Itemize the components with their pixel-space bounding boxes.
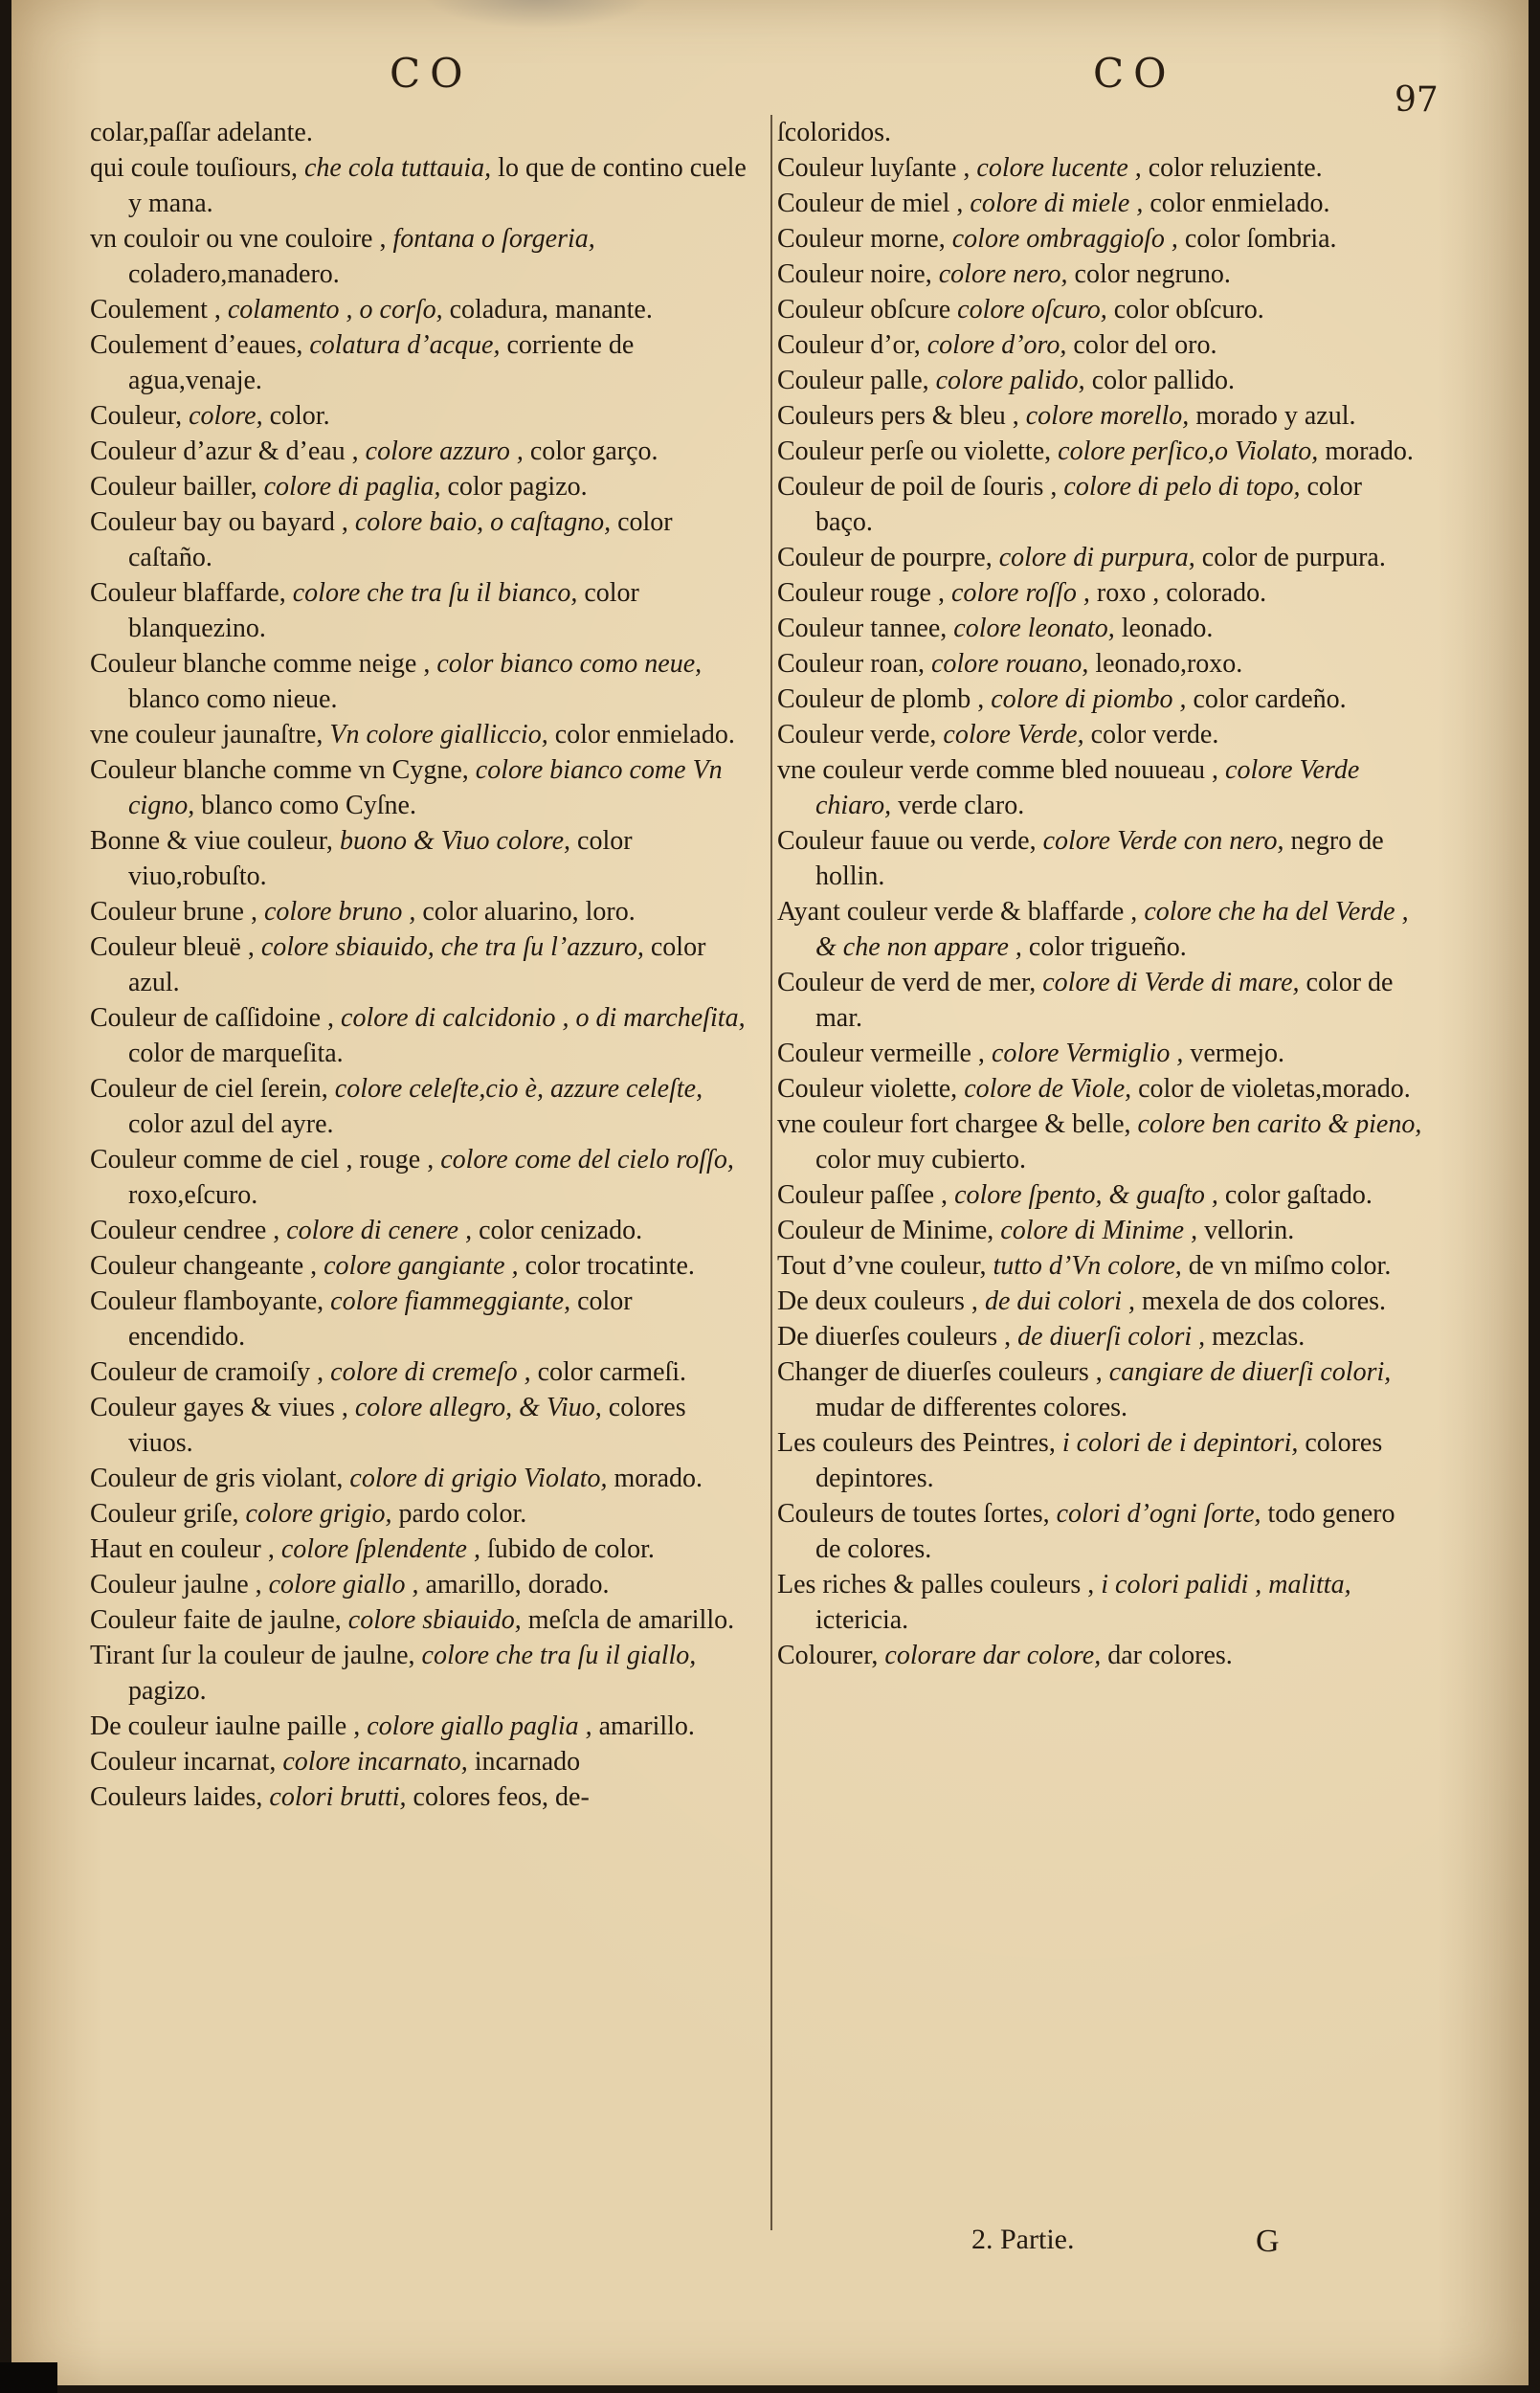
dictionary-entry bbox=[777, 540, 1423, 575]
dictionary-entry bbox=[777, 1496, 1423, 1567]
italian-term: colore morello, bbox=[1025, 401, 1190, 431]
italian-term: Vn colore gialliccio, bbox=[329, 720, 548, 749]
spanish-term: color azul. bbox=[128, 932, 706, 997]
italian-term: de dui colori , bbox=[984, 1286, 1136, 1316]
spanish-term: ictericia. bbox=[815, 1605, 909, 1635]
italian-term: tutto d’Vn colore, bbox=[993, 1251, 1182, 1281]
french-term: colar,paſſar adelante. bbox=[90, 118, 313, 147]
spanish-term: color enmielado. bbox=[554, 720, 735, 749]
dictionary-entry bbox=[777, 575, 1423, 611]
dictionary-entry bbox=[777, 717, 1423, 752]
dictionary-entry bbox=[90, 327, 750, 398]
italian-term: colore nero, bbox=[938, 259, 1068, 289]
spanish-term: mezclas. bbox=[1212, 1322, 1306, 1352]
spanish-term: color enmielado. bbox=[1149, 189, 1330, 218]
dictionary-entry bbox=[90, 1779, 750, 1815]
dictionary-entry bbox=[90, 1638, 750, 1709]
french-term: vne couleur verde comme bled nouueau , bbox=[777, 755, 1219, 785]
dictionary-entry bbox=[90, 434, 750, 469]
spanish-term: color obſcuro. bbox=[1113, 295, 1264, 324]
italian-term: colore bianco come Vn cigno, bbox=[128, 755, 723, 820]
spanish-term: ſubido de color. bbox=[486, 1534, 655, 1564]
spanish-term: color caſtaño. bbox=[128, 507, 673, 572]
italian-term: colore palido, bbox=[935, 366, 1085, 395]
dictionary-entry bbox=[90, 1709, 750, 1744]
dictionary-entry bbox=[777, 186, 1423, 221]
french-term: Couleur changeante , bbox=[90, 1251, 318, 1281]
dictionary-entry bbox=[90, 823, 750, 894]
french-term: Couleur blanche comme vn Cygne, bbox=[90, 755, 469, 785]
dictionary-entry bbox=[777, 327, 1423, 363]
french-term: Couleur violette, bbox=[777, 1074, 958, 1104]
french-term: Haut en couleur , bbox=[90, 1534, 275, 1564]
spanish-term: color de purpura. bbox=[1201, 543, 1386, 572]
dictionary-entry bbox=[777, 1177, 1423, 1213]
italian-term: colore oſcuro, bbox=[957, 295, 1107, 324]
dictionary-entry bbox=[777, 292, 1423, 327]
spanish-term: color baço. bbox=[815, 472, 1362, 537]
dictionary-entry bbox=[777, 1319, 1423, 1354]
french-term: Couleur de Minime, bbox=[777, 1216, 994, 1245]
italian-term: colore Verde chiaro, bbox=[815, 755, 1360, 820]
italian-term: colore ombraggioſo , bbox=[951, 224, 1178, 254]
italian-term: i colori palidi , malitta, bbox=[1101, 1570, 1351, 1599]
page-stain bbox=[423, 0, 653, 29]
french-term: Couleur bleuë , bbox=[90, 932, 255, 962]
italian-term: colore rouano, bbox=[930, 649, 1089, 679]
spanish-term: roxo,eſcuro. bbox=[128, 1180, 258, 1210]
spanish-term: morado. bbox=[614, 1464, 703, 1493]
italian-term: colore di cremeſo , bbox=[330, 1357, 531, 1387]
italian-term: colori brutti, bbox=[269, 1782, 407, 1812]
left-column bbox=[90, 115, 750, 1815]
italian-term: colore Verde, bbox=[943, 720, 1084, 749]
dictionary-entry bbox=[90, 1213, 750, 1248]
italian-term: colore ſpento, & guaſto , bbox=[954, 1180, 1218, 1210]
french-term: Couleur comme de ciel , rouge , bbox=[90, 1145, 435, 1174]
dictionary-entry bbox=[90, 1248, 750, 1284]
french-term: ſcoloridos. bbox=[777, 118, 891, 147]
spanish-term: leonado,roxo. bbox=[1095, 649, 1243, 679]
italian-term: colore Vermiglio , bbox=[991, 1039, 1184, 1068]
spanish-term: coladura, manante. bbox=[449, 295, 653, 324]
french-term: Couleur bailler, bbox=[90, 472, 257, 502]
dictionary-entry bbox=[777, 1638, 1423, 1673]
spanish-term: morado y azul. bbox=[1195, 401, 1356, 431]
dictionary-entry bbox=[90, 646, 750, 717]
dictionary-entry bbox=[90, 575, 750, 646]
dictionary-entry bbox=[90, 1496, 750, 1532]
italian-term: colamento , o corſo, bbox=[227, 295, 443, 324]
french-term: Couleurs pers & bleu , bbox=[777, 401, 1019, 431]
italian-term: colore giallo , bbox=[268, 1570, 419, 1599]
italian-term: color bianco como neue, bbox=[436, 649, 703, 679]
spanish-term: color ſombria. bbox=[1184, 224, 1337, 254]
dictionary-entry bbox=[777, 894, 1423, 965]
french-term: Couleur de pourpre, bbox=[777, 543, 993, 572]
italian-term: colatura d’acque, bbox=[309, 330, 501, 360]
french-term: Couleur d’or, bbox=[777, 330, 921, 360]
italian-term: buono & Viuo colore, bbox=[339, 826, 571, 856]
french-term: Couleur morne, bbox=[777, 224, 946, 254]
french-term: De couleur iaulne paille , bbox=[90, 1711, 361, 1741]
italian-term: colore di calcidonio , o di marcheſita, bbox=[341, 1003, 746, 1033]
spanish-term: colores depintores. bbox=[815, 1428, 1383, 1493]
french-term: De diuerſes couleurs , bbox=[777, 1322, 1012, 1352]
spanish-term: pardo color. bbox=[398, 1499, 527, 1529]
french-term: vne couleur jaunaſtre, bbox=[90, 720, 324, 749]
french-term: Couleur de miel , bbox=[777, 189, 964, 218]
italian-term: colore sbiauido, che tra ſu l’azzuro, bbox=[260, 932, 644, 962]
spanish-term: color de violetas,morado. bbox=[1138, 1074, 1411, 1104]
french-term: Couleur de verd de mer, bbox=[777, 968, 1037, 997]
french-term: Couleur vermeille , bbox=[777, 1039, 985, 1068]
spanish-term: color trocatinte. bbox=[524, 1251, 695, 1281]
dictionary-entry bbox=[777, 1213, 1423, 1248]
italian-term: de diuerſi colori , bbox=[1017, 1322, 1206, 1352]
italian-term: colore che tra ſu il bianco, bbox=[292, 578, 578, 608]
italian-term: colore lucente , bbox=[976, 153, 1142, 183]
spanish-term: color de mar. bbox=[815, 968, 1394, 1033]
signature-letter: G bbox=[1256, 2224, 1280, 2259]
french-term: Couleur paſſee , bbox=[777, 1180, 949, 1210]
spanish-term: color negruno. bbox=[1074, 259, 1231, 289]
french-term: Couleur de ciel ſerein, bbox=[90, 1074, 328, 1104]
dictionary-entry bbox=[777, 115, 1423, 150]
french-term: Couleur noire, bbox=[777, 259, 932, 289]
spanish-term: pagizo. bbox=[128, 1676, 207, 1706]
french-term: Tout d’vne couleur, bbox=[777, 1251, 987, 1281]
dictionary-entry bbox=[777, 1425, 1423, 1496]
spanish-term: coladero,manadero. bbox=[128, 259, 340, 289]
italian-term: colore come del cielo roſſo, bbox=[440, 1145, 734, 1174]
spanish-term: dar colores. bbox=[1107, 1641, 1233, 1670]
french-term: Couleur blaffarde, bbox=[90, 578, 286, 608]
dictionary-entry bbox=[777, 823, 1423, 894]
french-term: Couleur d’azur & d’eau , bbox=[90, 436, 359, 466]
italian-term: colore fiammeggiante, bbox=[330, 1286, 571, 1316]
running-head-right: CO bbox=[1093, 50, 1176, 97]
dictionary-entry bbox=[90, 1461, 750, 1496]
italian-term: colore celeſte,cio è, azzure celeſte, bbox=[334, 1074, 703, 1104]
dictionary-entry bbox=[777, 398, 1423, 434]
french-term: De deux couleurs , bbox=[777, 1286, 978, 1316]
french-term: vne couleur fort chargee & belle, bbox=[777, 1109, 1131, 1139]
spanish-term: color gaſtado. bbox=[1224, 1180, 1373, 1210]
dictionary-entry bbox=[777, 434, 1423, 469]
spanish-term: blanco como Cyſne. bbox=[201, 791, 416, 820]
french-term: Couleur de caſſidoine , bbox=[90, 1003, 335, 1033]
dictionary-entry bbox=[90, 752, 750, 823]
italian-term: i colori de i depintori, bbox=[1061, 1428, 1299, 1458]
italian-term: colore di paglia, bbox=[263, 472, 441, 502]
french-term: Couleur rouge , bbox=[777, 578, 945, 608]
italian-term: colore di piombo , bbox=[991, 684, 1187, 714]
italian-term: colore ſplendente , bbox=[280, 1534, 480, 1564]
italian-term: colore di grigio Violato, bbox=[349, 1464, 608, 1493]
french-term: Couleur luyſante , bbox=[777, 153, 971, 183]
italian-term: colore di pelo di topo, bbox=[1063, 472, 1301, 502]
french-term: Tirant ſur la couleur de jaulne, bbox=[90, 1641, 415, 1670]
dictionary-entry bbox=[90, 221, 750, 292]
french-term: Les couleurs des Peintres, bbox=[777, 1428, 1056, 1458]
signature-mark: 2. Partie. bbox=[971, 2224, 1075, 2255]
spanish-term: color. bbox=[269, 401, 330, 431]
french-term: Couleur de poil de ſouris , bbox=[777, 472, 1058, 502]
french-term: Colourer, bbox=[777, 1641, 879, 1670]
french-term: Couleur incarnat, bbox=[90, 1747, 277, 1777]
french-term: Couleur jaulne , bbox=[90, 1570, 262, 1599]
dictionary-entry bbox=[90, 929, 750, 1000]
dictionary-entry bbox=[777, 221, 1423, 257]
dictionary-entry bbox=[90, 115, 750, 150]
french-term: Couleur gayes & viues , bbox=[90, 1393, 348, 1422]
spanish-term: roxo , colorado. bbox=[1096, 578, 1267, 608]
french-term: Couleur faite de jaulne, bbox=[90, 1605, 342, 1635]
french-term: Couleurs de toutes ſortes, bbox=[777, 1499, 1050, 1529]
french-term: Couleur tannee, bbox=[777, 614, 948, 643]
dictionary-entry bbox=[90, 717, 750, 752]
spanish-term: mudar de differentes colores. bbox=[815, 1393, 1128, 1422]
dictionary-entry bbox=[777, 1567, 1423, 1638]
spanish-term: incarnado bbox=[474, 1747, 581, 1777]
dictionary-entry bbox=[777, 611, 1423, 646]
french-term: Changer de diuerſes couleurs , bbox=[777, 1357, 1103, 1387]
dictionary-entry bbox=[777, 257, 1423, 292]
italian-term: colore baio, o caſtagno, bbox=[354, 507, 612, 537]
spanish-term: colores viuos. bbox=[128, 1393, 686, 1458]
french-term: Couleur brune , bbox=[90, 897, 257, 927]
french-term: Coulement d’eaues, bbox=[90, 330, 303, 360]
dictionary-entry bbox=[90, 398, 750, 434]
italian-term: colore d’oro, bbox=[926, 330, 1067, 360]
french-term: Couleur de cramoiſy , bbox=[90, 1357, 324, 1387]
italian-term: colore incarnato, bbox=[282, 1747, 468, 1777]
column-divider bbox=[770, 115, 772, 2230]
spanish-term: meſcla de amarillo. bbox=[527, 1605, 735, 1635]
italian-term: colore di Minime , bbox=[1000, 1216, 1198, 1245]
french-term: Couleurs laides, bbox=[90, 1782, 263, 1812]
italian-term: colore roſſo , bbox=[950, 578, 1090, 608]
dictionary-entry bbox=[90, 1602, 750, 1638]
dictionary-entry bbox=[777, 1354, 1423, 1425]
dictionary-entry bbox=[777, 682, 1423, 717]
spanish-term: todo genero de colores. bbox=[815, 1499, 1395, 1564]
french-term: Bonne & viue couleur, bbox=[90, 826, 333, 856]
dictionary-entry bbox=[777, 646, 1423, 682]
italian-term: che cola tuttauia, bbox=[303, 153, 492, 183]
spanish-term: amarillo, dorado. bbox=[425, 1570, 610, 1599]
italian-term: colore de Viole, bbox=[964, 1074, 1132, 1104]
dictionary-entry bbox=[90, 469, 750, 504]
book-page bbox=[11, 0, 1529, 2385]
dictionary-entry bbox=[90, 1567, 750, 1602]
dictionary-entry bbox=[777, 965, 1423, 1036]
spanish-term: blanco como nieue. bbox=[128, 684, 338, 714]
french-term: Couleur flamboyante, bbox=[90, 1286, 324, 1316]
dictionary-entry bbox=[777, 1284, 1423, 1319]
spanish-term: mexela de dos colores. bbox=[1142, 1286, 1387, 1316]
dictionary-entry bbox=[777, 363, 1423, 398]
dictionary-entry bbox=[90, 1284, 750, 1354]
italian-term: colore perſico,o Violato, bbox=[1058, 436, 1319, 466]
spanish-term: color azul del ayre. bbox=[128, 1109, 334, 1139]
french-term: Couleur bay ou bayard , bbox=[90, 507, 348, 537]
page-number: 97 bbox=[1395, 80, 1439, 120]
italian-term: colorare dar colore, bbox=[884, 1641, 1102, 1670]
spanish-term: colores feos, de- bbox=[413, 1782, 590, 1812]
running-head-left: CO bbox=[390, 50, 473, 97]
italian-term: colore di Verde di mare, bbox=[1042, 968, 1300, 997]
italian-term: colore di cenere , bbox=[286, 1216, 473, 1245]
dictionary-entry bbox=[90, 1354, 750, 1390]
dictionary-entry bbox=[777, 1071, 1423, 1107]
french-term: Ayant couleur verde & blaffarde , bbox=[777, 897, 1138, 927]
french-term: Couleur de gris violant, bbox=[90, 1464, 344, 1493]
italian-term: colore di miele , bbox=[970, 189, 1144, 218]
spanish-term: de vn miſmo color. bbox=[1188, 1251, 1392, 1281]
french-term: Couleur fauue ou verde, bbox=[777, 826, 1037, 856]
italian-term: colore azzuro , bbox=[365, 436, 524, 466]
spanish-term: color pagizo. bbox=[447, 472, 588, 502]
italian-term: cangiare de diuerſi colori, bbox=[1108, 1357, 1392, 1387]
french-term: Les riches & palles couleurs , bbox=[777, 1570, 1095, 1599]
scan-edge-mark bbox=[0, 2362, 57, 2393]
dictionary-entry bbox=[90, 1532, 750, 1567]
french-term: Couleur cendree , bbox=[90, 1216, 280, 1245]
italian-term: colore che tra ſu il giallo, bbox=[421, 1641, 697, 1670]
italian-term: colore Verde con nero, bbox=[1042, 826, 1284, 856]
spanish-term: color reluziente. bbox=[1148, 153, 1323, 183]
italian-term: colore ben carito & pieno, bbox=[1137, 1109, 1422, 1139]
spanish-term: color de marqueſita. bbox=[128, 1039, 344, 1068]
spanish-term: leonado. bbox=[1121, 614, 1214, 643]
spanish-term: color trigueño. bbox=[1028, 932, 1187, 962]
spanish-term: vellorin. bbox=[1204, 1216, 1295, 1245]
spanish-term: color encendido. bbox=[128, 1286, 633, 1352]
italian-term: colore che ha del Verde , & che non appare , bbox=[815, 897, 1409, 962]
spanish-term: amarillo. bbox=[598, 1711, 695, 1741]
italian-term: colore bruno , bbox=[263, 897, 416, 927]
spanish-term: color cenizado. bbox=[479, 1216, 643, 1245]
dictionary-entry bbox=[777, 1248, 1423, 1284]
dictionary-entry bbox=[777, 150, 1423, 186]
dictionary-entry bbox=[90, 1000, 750, 1071]
dictionary-entry bbox=[90, 504, 750, 575]
italian-term: colore allegro, & Viuo, bbox=[354, 1393, 602, 1422]
french-term: Couleur griſe, bbox=[90, 1499, 239, 1529]
spanish-term: color muy cubierto. bbox=[815, 1145, 1027, 1174]
french-term: Coulement , bbox=[90, 295, 221, 324]
spanish-term: negro de hollin. bbox=[815, 826, 1384, 891]
spanish-term: color blanquezino. bbox=[128, 578, 639, 643]
spanish-term: color aluarino, loro. bbox=[422, 897, 636, 927]
italian-term: fontana o ſorgeria, bbox=[392, 224, 595, 254]
spanish-term: color viuo,robuſto. bbox=[128, 826, 633, 891]
dictionary-entry bbox=[90, 1744, 750, 1779]
french-term: vn couloir ou vne couloire , bbox=[90, 224, 387, 254]
italian-term: colore giallo paglia , bbox=[367, 1711, 592, 1741]
italian-term: colori d’ogni ſorte, bbox=[1056, 1499, 1261, 1529]
spanish-term: color verde. bbox=[1090, 720, 1219, 749]
dictionary-entry bbox=[777, 752, 1423, 823]
dictionary-entry bbox=[90, 894, 750, 929]
spanish-term: color garço. bbox=[529, 436, 658, 466]
right-column bbox=[777, 115, 1423, 1673]
french-term: Couleur verde, bbox=[777, 720, 937, 749]
spanish-term: vermejo. bbox=[1190, 1039, 1285, 1068]
french-term: qui coule touſiours, bbox=[90, 153, 298, 183]
french-term: Couleur perſe ou violette, bbox=[777, 436, 1052, 466]
french-term: Couleur, bbox=[90, 401, 183, 431]
dictionary-entry bbox=[777, 1107, 1423, 1177]
french-term: Couleur palle, bbox=[777, 366, 929, 395]
spanish-term: morado. bbox=[1325, 436, 1414, 466]
italian-term: colore gangiante , bbox=[324, 1251, 519, 1281]
spanish-term: lo que de contino cuele y mana. bbox=[128, 153, 747, 218]
dictionary-entry bbox=[90, 292, 750, 327]
dictionary-entry bbox=[90, 150, 750, 221]
italian-term: colore, bbox=[189, 401, 263, 431]
italian-term: colore leonato, bbox=[953, 614, 1115, 643]
italian-term: colore grigio, bbox=[245, 1499, 392, 1529]
spanish-term: verde claro. bbox=[898, 791, 1025, 820]
french-term: Couleur roan, bbox=[777, 649, 925, 679]
spanish-term: color cardeño. bbox=[1193, 684, 1347, 714]
dictionary-entry bbox=[90, 1071, 750, 1142]
french-term: Couleur de plomb , bbox=[777, 684, 985, 714]
dictionary-entry bbox=[90, 1390, 750, 1461]
dictionary-entry bbox=[90, 1142, 750, 1213]
spanish-term: corriente de agua,venaje. bbox=[128, 330, 635, 395]
french-term: Couleur obſcure bbox=[777, 295, 951, 324]
spanish-term: color del oro. bbox=[1073, 330, 1217, 360]
italian-term: colore di purpura, bbox=[998, 543, 1195, 572]
french-term: Couleur blanche comme neige , bbox=[90, 649, 431, 679]
dictionary-entry bbox=[777, 469, 1423, 540]
spanish-term: color carmeſi. bbox=[537, 1357, 687, 1387]
dictionary-entry bbox=[777, 1036, 1423, 1071]
spanish-term: color pallido. bbox=[1091, 366, 1235, 395]
italian-term: colore sbiauido, bbox=[347, 1605, 522, 1635]
